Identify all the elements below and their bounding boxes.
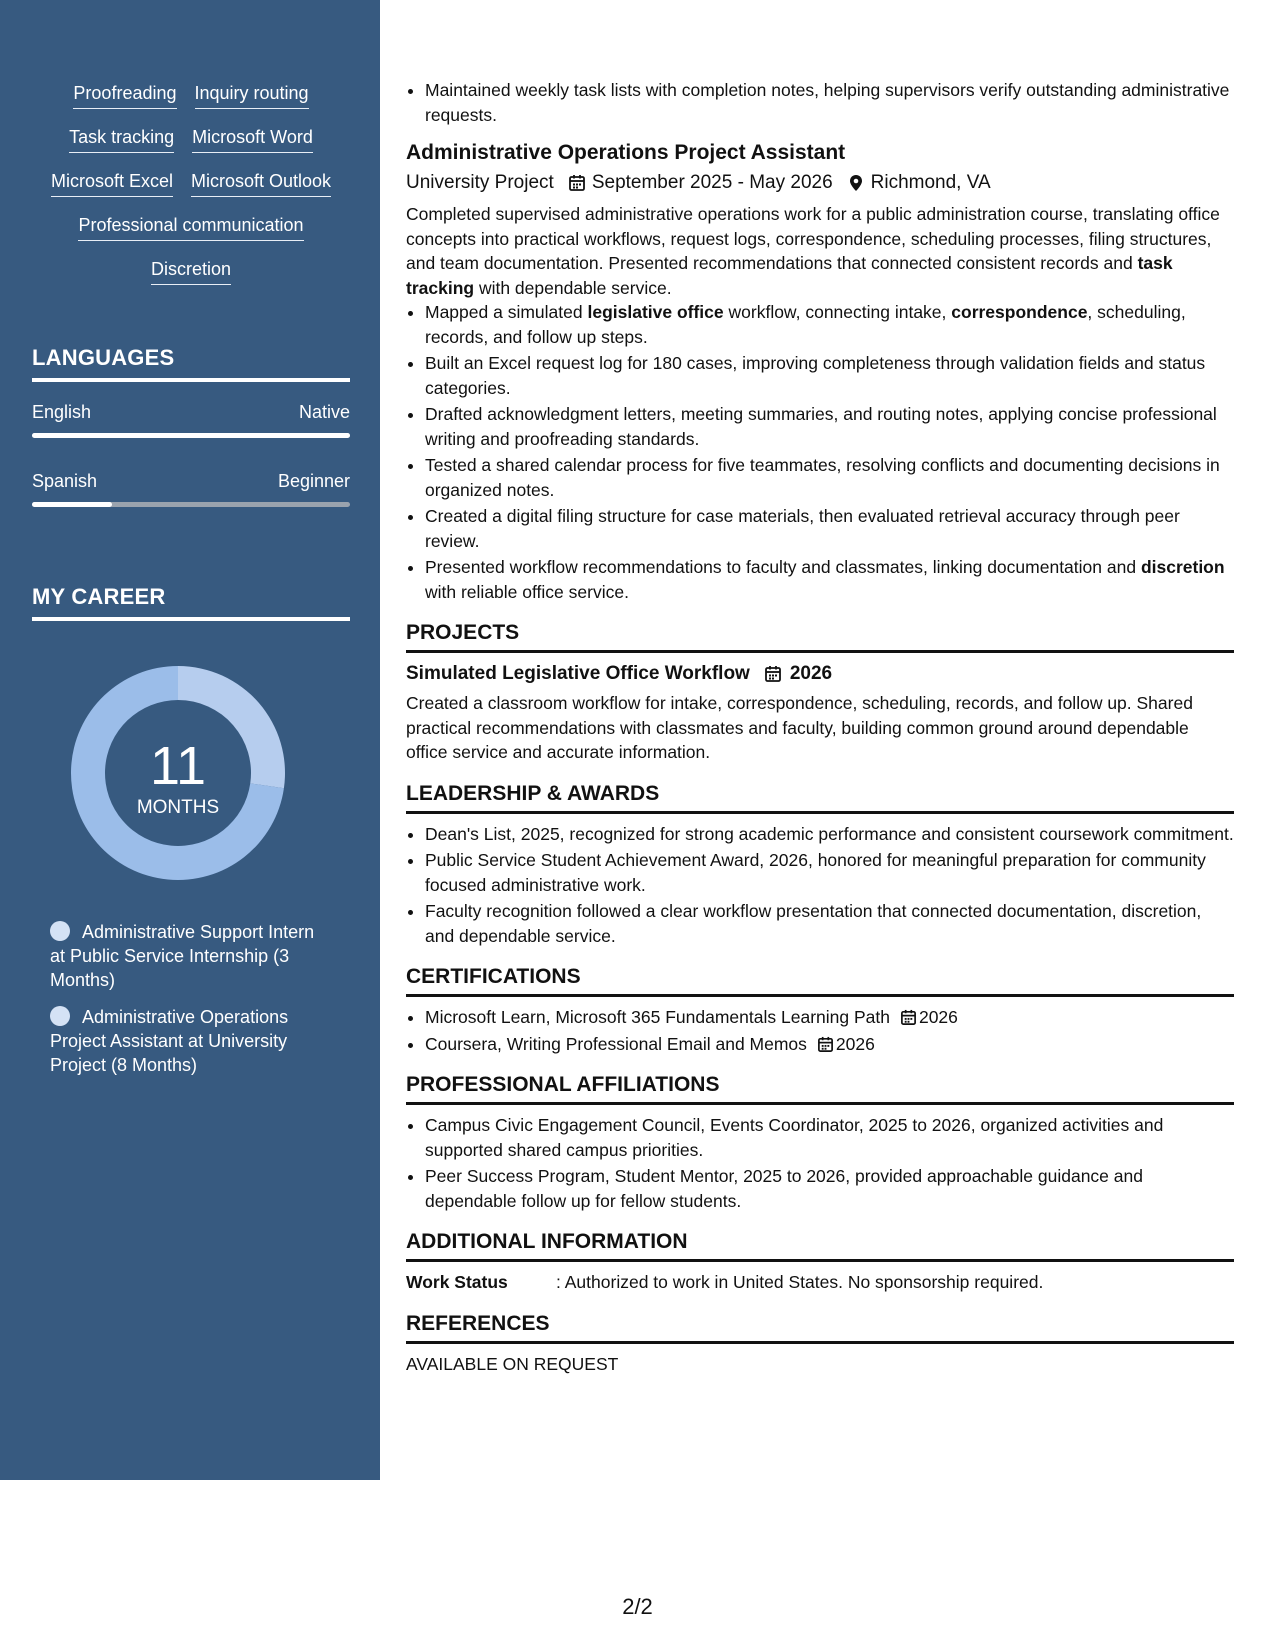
job-dates: September 2025 - May 2026 bbox=[591, 172, 833, 193]
list-item bbox=[425, 300, 1234, 349]
project-year: 2026 bbox=[789, 663, 833, 684]
language-level-fill bbox=[32, 433, 350, 438]
text-run-bold: task tracking bbox=[406, 253, 1173, 298]
list-item: • Drafted acknowledgment letters, meeting summaries, and routing notes, applying concise professional writing and proofreading standards. bbox=[425, 402, 1234, 451]
job-meta bbox=[406, 170, 1234, 196]
project-title: Simulated Legislative Office Workflow bbox=[406, 663, 750, 684]
certification-year: 2026 bbox=[918, 1007, 958, 1027]
language-level-fill bbox=[32, 502, 112, 507]
list-item: • Public Service Student Achievement Award, 2026, honored for meaningful preparation for community focused administrative work. bbox=[425, 848, 1234, 897]
certifications-heading: CERTIFICATIONS bbox=[406, 964, 1234, 997]
experience-carryover-list bbox=[406, 78, 1234, 127]
text-run-bold: discretion bbox=[1140, 557, 1225, 577]
skill-tag: Inquiry routing bbox=[195, 83, 309, 109]
certification-year: 2026 bbox=[835, 1033, 875, 1054]
text-run: workflow, connecting intake, bbox=[723, 302, 952, 322]
language-english bbox=[32, 402, 350, 438]
skill-tag: Discretion bbox=[151, 259, 231, 285]
skill-tag: Professional communication bbox=[78, 215, 303, 241]
text-run: with dependable service. bbox=[474, 277, 672, 298]
job-title: Administrative Operations Project Assistant bbox=[406, 141, 846, 164]
list-item: • Built an Excel request log for 180 cases, improving completeness through validation fields and status categories. bbox=[425, 351, 1234, 400]
leadership-list bbox=[406, 822, 1234, 949]
page-number: 2/2 bbox=[622, 1594, 653, 1619]
location-pin-icon bbox=[847, 174, 865, 192]
text-run: Mapped a simulated bbox=[425, 302, 588, 322]
bullet-dot-icon bbox=[50, 1006, 70, 1026]
job-bullets bbox=[406, 300, 1234, 604]
skill-tag: Task tracking bbox=[69, 127, 174, 153]
text-run: Presented workflow recommendations to faculty and classmates, linking documentation and bbox=[425, 557, 1141, 577]
affiliations-list bbox=[406, 1113, 1234, 1213]
main-content bbox=[406, 78, 1234, 1376]
career-donut-chart bbox=[66, 661, 290, 885]
career-total-unit: MONTHS bbox=[136, 797, 220, 818]
sidebar bbox=[0, 0, 380, 1480]
calendar-icon bbox=[568, 174, 586, 192]
skill-tag: Microsoft Word bbox=[192, 127, 313, 153]
list-item: • Peer Success Program, Student Mentor, 2025 to 2026, provided approachable guidance and dependable follow up for fellow students. bbox=[425, 1164, 1234, 1213]
list-item: • Faculty recognition followed a clear workflow presentation that connected documentation, discretion, and dependable service. bbox=[425, 899, 1234, 948]
list-item: • Dean's List, 2025, recognized for strong academic performance and consistent coursework commitment. bbox=[425, 822, 1234, 847]
job-location: Richmond, VA bbox=[870, 172, 991, 193]
leadership-heading: LEADERSHIP & AWARDS bbox=[406, 781, 1234, 814]
bullet-dot-icon bbox=[50, 921, 70, 941]
career-item-text: Administrative Operations Project Assistant at University Project (8 Months) bbox=[50, 1007, 289, 1075]
text-run: with reliable office service. bbox=[425, 581, 629, 602]
list-item: • Maintained weekly task lists with completion notes, helping supervisors verify outstanding administrative requests. bbox=[425, 78, 1234, 127]
certification-name: Coursera, Writing Professional Email and Memos bbox=[425, 1033, 807, 1054]
skill-tag: Microsoft Outlook bbox=[191, 171, 331, 197]
list-item: • Campus Civic Engagement Council, Events Coordinator, 2025 to 2026, organized activities and supported shared campus priorities. bbox=[425, 1113, 1234, 1162]
certification-date bbox=[807, 1034, 875, 1054]
language-level: Native bbox=[298, 402, 350, 422]
skill-tag: Proofreading bbox=[73, 83, 176, 109]
work-status-row bbox=[406, 1270, 1234, 1295]
list-item bbox=[425, 1005, 1234, 1030]
calendar-icon bbox=[817, 1036, 834, 1053]
certification-name: Microsoft Learn, Microsoft 365 Fundamentals Learning Path bbox=[425, 1007, 890, 1027]
skills-list bbox=[32, 83, 350, 303]
language-spanish bbox=[32, 471, 350, 507]
text-run-bold: legislative office bbox=[587, 302, 724, 322]
references-heading: REFERENCES bbox=[406, 1311, 1234, 1344]
career-list-item bbox=[50, 1005, 320, 1077]
language-level-bar bbox=[32, 433, 350, 438]
project-description: Created a classroom workflow for intake, correspondence, scheduling, records, and follow up. Shared practical recommendations with classmates and faculty, building common ground around dependable office service and accurate information. bbox=[406, 693, 1193, 762]
list-item: • Tested a shared calendar process for five teammates, resolving conflicts and documenting decisions in organized notes. bbox=[425, 453, 1234, 502]
skill-tag: Microsoft Excel bbox=[51, 171, 173, 197]
job-org: University Project bbox=[406, 172, 554, 193]
language-name: Spanish bbox=[32, 471, 98, 491]
work-status-value: : Authorized to work in United States. No sponsorship required. bbox=[556, 1272, 1044, 1292]
project-title-row bbox=[406, 661, 1234, 687]
text-run: Completed supervised administrative operations work for a public administration course, translating office concepts into practical workflows, request logs, correspondence, scheduling processes, filing structures, and team documentation. Presented recommendations that connected consistent records and bbox=[406, 204, 1220, 273]
career-item-text: Administrative Support Intern at Public Service Internship (3 Months) bbox=[50, 922, 315, 990]
certification-date bbox=[890, 1007, 958, 1027]
calendar-icon bbox=[764, 665, 782, 683]
projects-heading: PROJECTS bbox=[406, 620, 1234, 653]
language-level-bar bbox=[32, 502, 350, 507]
certifications-list bbox=[406, 1005, 1234, 1056]
work-status-label: Work Status bbox=[406, 1272, 508, 1292]
career-total-value: 11 bbox=[149, 736, 207, 796]
references-text: AVAILABLE ON REQUEST bbox=[406, 1353, 619, 1374]
job-description bbox=[406, 202, 1234, 300]
affiliations-heading: PROFESSIONAL AFFILIATIONS bbox=[406, 1072, 1234, 1105]
text-run-bold: correspondence bbox=[951, 302, 1088, 322]
career-heading: MY CAREER bbox=[32, 584, 350, 621]
language-level: Beginner bbox=[277, 471, 350, 491]
list-item: • Created a digital filing structure for case materials, then evaluated retrieval accuracy through peer review. bbox=[425, 504, 1234, 553]
list-item bbox=[425, 555, 1234, 604]
additional-info-heading: ADDITIONAL INFORMATION bbox=[406, 1229, 1234, 1262]
languages-heading: LANGUAGES bbox=[32, 345, 350, 382]
career-list-item bbox=[50, 920, 320, 992]
calendar-icon bbox=[900, 1009, 917, 1026]
text-run: , scheduling, records, and follow up steps. bbox=[425, 302, 1186, 347]
language-name: English bbox=[32, 402, 92, 422]
list-item bbox=[425, 1032, 1234, 1057]
